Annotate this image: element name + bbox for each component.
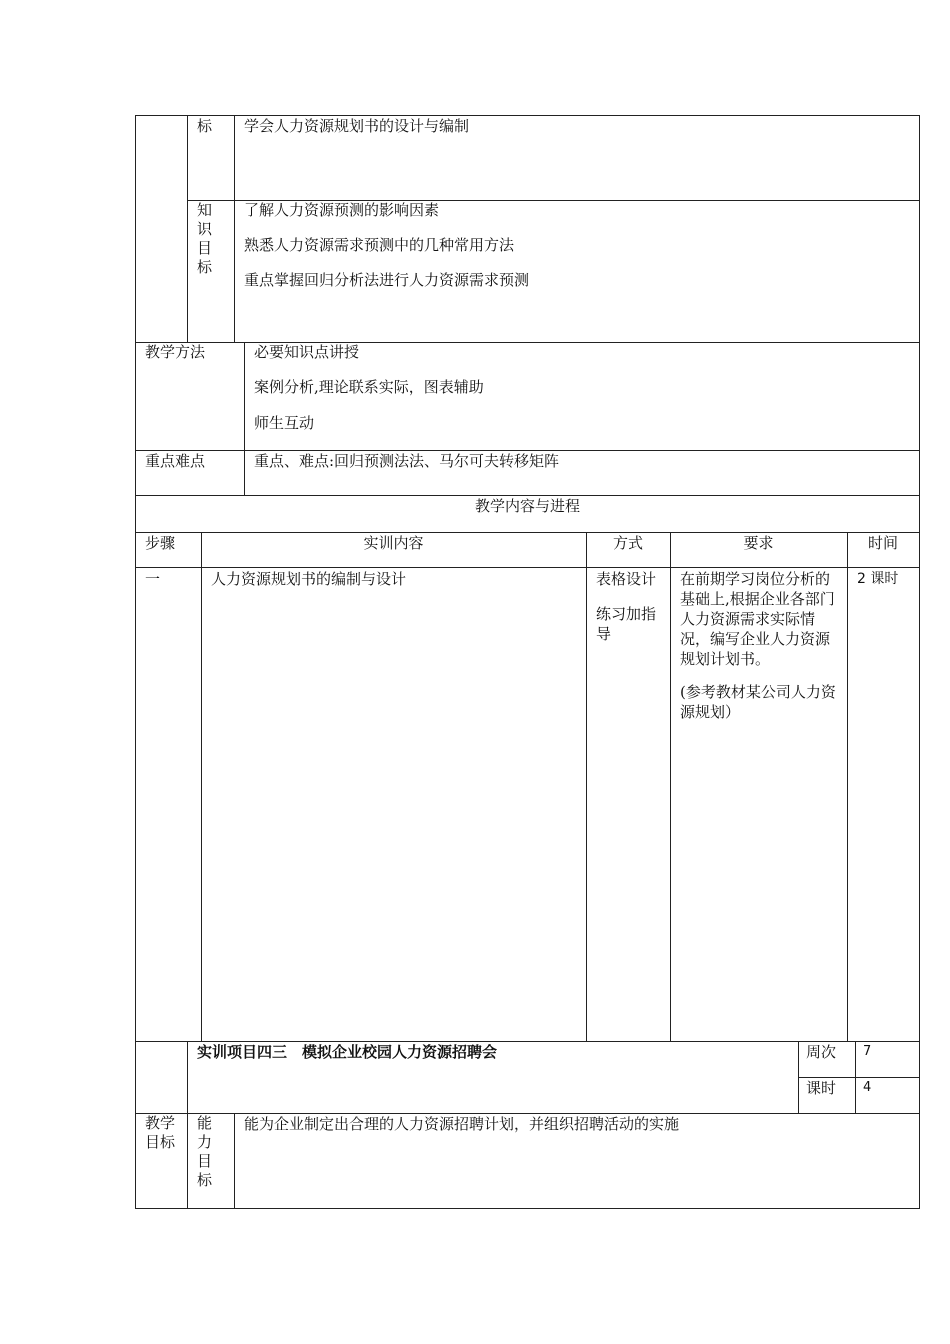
hours-label: 课时 bbox=[806, 1079, 837, 1097]
key-label: 重点难点 bbox=[145, 452, 206, 470]
table-border bbox=[187, 115, 188, 342]
row-method-2: 练习加指导 bbox=[596, 605, 657, 643]
project-title: 实训项目四三 模拟企业校园人力资源招聘会 bbox=[197, 1043, 498, 1061]
table-border bbox=[135, 342, 920, 343]
header-step: 步骤 bbox=[145, 534, 176, 552]
method-item: 案例分析,理论联系实际，图表辅助 bbox=[254, 378, 484, 396]
header-requirement: 要求 bbox=[743, 534, 774, 552]
knowledge-item: 熟悉人力资源需求预测中的几种常用方法 bbox=[244, 236, 515, 254]
method-label: 教学方法 bbox=[145, 343, 206, 361]
objective-text: 学会人力资源规划书的设计与编制 bbox=[244, 117, 470, 135]
table-border bbox=[919, 115, 920, 1209]
hours-value: 4 bbox=[863, 1080, 872, 1095]
table-border bbox=[135, 567, 920, 568]
row-requirement-2: (参考教材某公司人力资源规划） bbox=[680, 683, 836, 721]
knowledge-label: 知识目标 bbox=[197, 201, 213, 276]
ability-text: 能为企业制定出合理的人力资源招聘计划，并组织招聘活动的实施 bbox=[244, 1115, 680, 1133]
table-border bbox=[187, 1041, 188, 1208]
key-text: 重点、难点:回归预测法法、马尔可夫转移矩阵 bbox=[254, 452, 560, 470]
table-border bbox=[670, 532, 671, 1041]
knowledge-item: 重点掌握回归分析法进行人力资源需求预测 bbox=[244, 271, 530, 289]
table-border bbox=[798, 1041, 799, 1113]
table-border bbox=[847, 532, 848, 1041]
table-border bbox=[135, 115, 136, 1209]
objective-label-tail: 标 bbox=[197, 117, 213, 135]
row-method-1: 表格设计 bbox=[596, 570, 657, 588]
week-label: 周次 bbox=[806, 1043, 837, 1061]
table-border bbox=[244, 342, 245, 495]
table-border bbox=[135, 1208, 920, 1209]
progress-title: 教学内容与进程 bbox=[474, 497, 580, 515]
row-step: 一 bbox=[145, 570, 161, 588]
header-method: 方式 bbox=[612, 534, 643, 552]
table-border bbox=[234, 1113, 235, 1208]
knowledge-item: 了解人力资源预测的影响因素 bbox=[244, 201, 440, 219]
header-content: 实训内容 bbox=[363, 534, 424, 552]
method-item: 师生互动 bbox=[254, 414, 315, 432]
table-border bbox=[586, 532, 587, 1041]
ability-label: 能力目标 bbox=[197, 1114, 213, 1189]
goal-label: 教学目标 bbox=[145, 1114, 176, 1151]
method-item: 必要知识点讲授 bbox=[254, 343, 360, 361]
table-border bbox=[234, 115, 235, 342]
row-content: 人力资源规划书的编制与设计 bbox=[211, 570, 407, 588]
header-time: 时间 bbox=[867, 534, 898, 552]
table-border bbox=[201, 532, 202, 1041]
table-border bbox=[855, 1041, 856, 1113]
row-requirement-1: 在前期学习岗位分析的基础上,根据企业各部门人力资源需求实际情况，编写企业人力资源规划计划书。 bbox=[680, 570, 835, 668]
week-value: 7 bbox=[863, 1044, 872, 1059]
row-time: 2 课时 bbox=[857, 571, 899, 587]
